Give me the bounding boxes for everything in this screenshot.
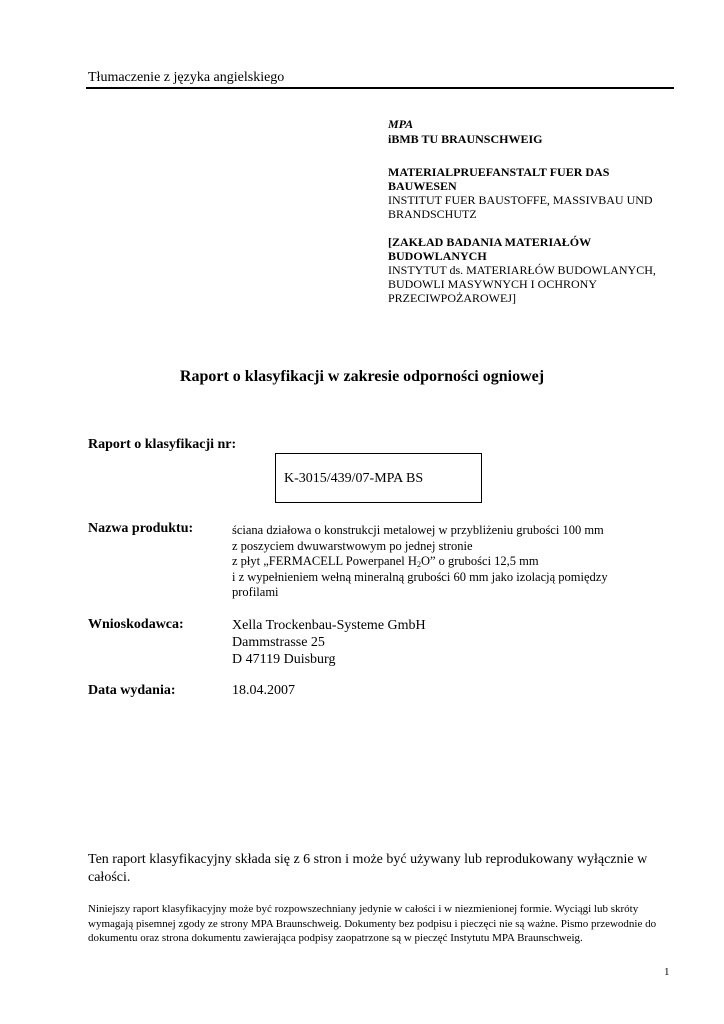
product-line-3-subscript: 2 xyxy=(416,560,421,569)
pages-note: Ten raport klasyfikacyjny składa się z 6 stron i może być używany lub reprodukowany wyłącznie w całości. xyxy=(88,852,648,885)
mpa-label: MPA xyxy=(388,117,414,131)
product-line-3-part-a: z płyt „FERMACELL Powerpanel H xyxy=(232,554,417,568)
institution-name-line1: MATERIALPRUEFANSTALT FUER DAS xyxy=(388,165,610,179)
issue-date-value: 18.04.2007 xyxy=(232,683,295,698)
product-line-2: z poszyciem dwuwarstwowym po jednej stronie xyxy=(232,538,473,553)
header-divider xyxy=(86,87,674,89)
applicant-company: Xella Trockenbau-Systeme GmbH xyxy=(232,618,426,633)
pl-institution-name-line2: BUDOWLANYCH xyxy=(388,249,487,263)
document-title: Raport o klasyfikacji w zakresie odporności ogniowej xyxy=(179,368,545,385)
page-number: 1 xyxy=(664,966,670,978)
translation-note: Tłumaczenie z języka angielskiego xyxy=(88,70,285,85)
pl-institute-line2: BUDOWLI MASYWNYCH I OCHRONY xyxy=(388,277,597,291)
pl-institution-name-line1: [ZAKŁAD BADANIA MATERIAŁÓW xyxy=(388,235,592,249)
legal-note: Niniejszy raport klasyfikacyjny może być rozpowszechniany jedynie w całości i w niezmienionej formie. Wyciągi lub skróty wymagają pisemnej zgody ze strony MPA Braunschweig. Dokumenty bez podpisu i pieczęci nie są ważne. Pismo przewodnie do dokumentu oraz strona dokumentu zawierająca podpisy zaopatrzone są w pieczęć Instytutu MPA Braunschweig. xyxy=(88,903,657,944)
pl-institute-line3: PRZECIWPOŻAROWEJ] xyxy=(388,291,516,305)
product-line-3 xyxy=(232,554,608,570)
institute-line2: BRANDSCHUTZ xyxy=(388,207,477,221)
institute-line1: INSTITUT FUER BAUSTOFFE, MASSIVBAU UND xyxy=(388,193,653,207)
issue-date-label: Data wydania: xyxy=(88,683,176,698)
product-name-label: Nazwa produktu: xyxy=(88,521,194,536)
product-line-3-part-b: O” o grubości 12,5 mm xyxy=(420,554,539,568)
applicant-street: Dammstrasse 25 xyxy=(232,635,325,650)
product-line-4: i z wypełnieniem wełną mineralną grubości 60 mm jako izolacją pomiędzy xyxy=(232,569,608,584)
institution-name-line2: BAUWESEN xyxy=(388,179,457,193)
product-line-1: ściana działowa o konstrukcji metalowej w przybliżeniu grubości 100 mm xyxy=(232,523,604,537)
pl-institute-line1: INSTYTUT ds. MATERIARŁÓW BUDOWLANYCH, xyxy=(388,263,656,277)
product-description xyxy=(232,523,608,601)
applicant-city: D 47119 Duisburg xyxy=(232,652,336,667)
report-number-label: Raport o klasyfikacji nr: xyxy=(88,437,237,452)
applicant-address xyxy=(232,617,426,668)
product-line-5: profilami xyxy=(232,585,279,599)
applicant-label: Wnioskodawca: xyxy=(88,617,184,632)
ibmb-label: iBMB TU BRAUNSCHWEIG xyxy=(388,132,543,146)
report-number-value: K-3015/439/07-MPA BS xyxy=(284,471,424,486)
